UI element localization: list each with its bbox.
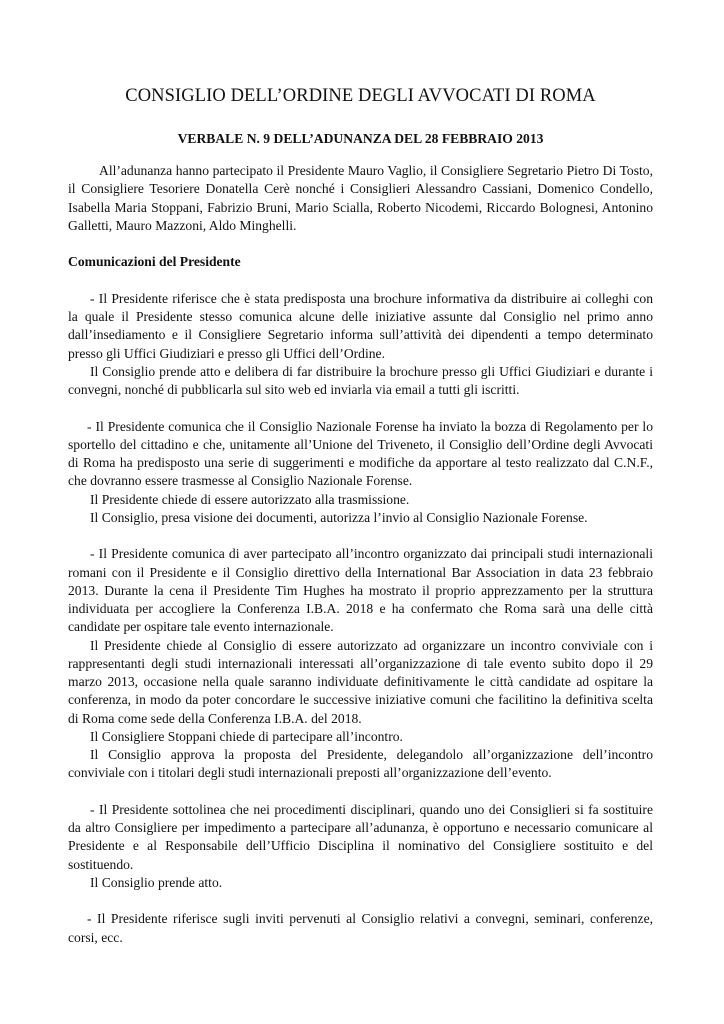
paragraph-8: Il Consigliere Stoppani chiede di partecipare all’incontro. [90,728,403,744]
document-subtitle: VERBALE N. 9 DELL’ADUNANZA DEL 28 FEBBRAIO 2013 [177,131,544,146]
paragraph-9: Il Consiglio approva la proposta del Presidente, delegandolo all’organizzazione dell’incontro conviviale con i titolari degli studi internazionali preposti all’organizzazione dell’evento. [68,747,653,781]
paragraph-6: - Il Presidente comunica di aver partecipato all’incontro organizzato dai principali studi internazionali romani con il Presidente e il Consiglio direttivo della International Bar Association in data 23 febbraio 2013. Durante la cena il Presidente Tim Hughes ha mostrato il proprio apprezzamento per la struttura individuata per accogliere la Conferenza I.B.A. 2018 e ha confermato che Roma sarà una delle città candidate per ospitare tale evento internazionale. [68,546,653,635]
paragraph-12: - Il Presidente riferisce sugli inviti pervenuti al Consiglio relativi a convegni, seminari, conferenze, corsi, ecc. [68,911,653,945]
intro-paragraph: All’adunanza hanno partecipato il Presidente Mauro Vaglio, il Consigliere Segretario Pietro Di Tosto, il Consigliere Tesoriere Donatella Cerè nonché i Consiglieri Alessandro Cassiani, Domenico Condello, Isabella Maria Stoppani, Fabrizio Bruni, Mario Scialla, Roberto Nicodemi, Riccardo Bolognesi, Antonino Galletti, Mauro Mazzoni, Aldo Minghelli. [68,163,653,233]
paragraph-10: - Il Presidente sottolinea che nei procedimenti disciplinari, quando uno dei Consiglieri si fa sostituire da altro Consigliere per impedimento a partecipare all’adunanza, è opportuno e necessario comunicare al Presidente e al Responsabile dell’Ufficio Disciplina il nominativo del Consigliere sostituito e del sostituendo. [68,801,653,872]
document-title: CONSIGLIO DELL’ORDINE DEGLI AVVOCATI DI ROMA [125,86,596,106]
paragraph-3: - Il Presidente comunica che il Consiglio Nazionale Forense ha inviato la bozza di Regolamento per lo sportello del cittadino e che, unitamente all’Unione del Triveneto, il Consiglio dell’Ordine degli Avvocati di Roma ha predisposto una serie di suggerimenti e modifiche da apportare al testo realizzato dal C.N.F., che dovranno essere trasmesse al Consiglio Nazionale Forense. [68,418,653,489]
section-heading: Comunicazioni del Presidente [68,254,241,270]
paragraph-11: Il Consiglio prende atto. [90,874,223,890]
document-body [68,162,653,947]
paragraph-5: Il Consiglio, presa visione dei documenti, autorizza l’invio al Consiglio Nazionale Forense. [90,509,588,525]
paragraph-1: - Il Presidente riferisce che è stata predisposta una brochure informativa da distribuire ai colleghi con la quale il Presidente stesso comunica alcune delle iniziative assunte dal Consiglio nel primo anno dall’insediamento e il Consigliere Segretario informa sull’attività dei dipendenti a tempo determinato presso gli Uffici Giudiziari e presso gli Uffici dell’Ordine. [68,290,653,361]
paragraph-7: Il Presidente chiede al Consiglio di essere autorizzato ad organizzare un incontro conviviale con i rappresentanti degli studi internazionali interessati all’organizzazione di tale evento subito dopo il 29 marzo 2013, occasione nella quale saranno individuate definitivamente le città candidate ad ospitare la conferenza, in modo da poter concordare le successive iniziative comuni che facilitino la definitiva scelta di Roma come sede della Conferenza I.B.A. del 2018. [68,637,653,726]
paragraph-4: Il Presidente chiede di essere autorizzato alla trasmissione. [90,491,410,507]
paragraph-2: Il Consiglio prende atto e delibera di far distribuire la brochure presso gli Uffici Giudiziari e durante i convegni, nonché di pubblicarla sul sito web ed inviarla via email a tutti gli iscritti. [68,363,653,397]
